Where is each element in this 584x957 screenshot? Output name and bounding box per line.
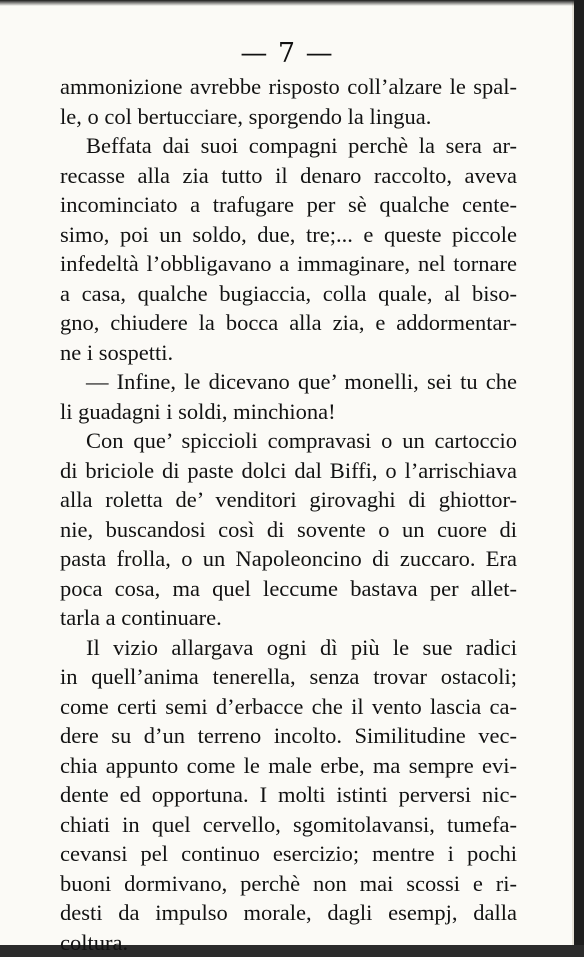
text-line: ne i sospetti. [60, 338, 517, 368]
text-line: Beffata dai suoi compagni perchè la sera ar- [60, 131, 517, 161]
text-line: recasse alla zia tutto il denaro raccolto, aveva [60, 161, 517, 191]
text-line: le, o col bertucciare, sporgendo la lingua. [60, 102, 517, 132]
text-line: a casa, qualche bugiaccia, colla quale, al biso- [60, 279, 517, 309]
page-number: — 7 — [0, 38, 574, 69]
text-line: li guadagni i soldi, minchiona! [60, 397, 517, 427]
text-line: gno, chiudere la bocca alla zia, e addormentar- [60, 308, 517, 338]
text-line: dere su d’un terreno incolto. Similitudine vec- [60, 721, 517, 751]
text-line: chiati in quel cervello, sgomitolavansi, tumefa- [60, 810, 517, 840]
text-line: alla roletta de’ venditori girovaghi di ghiottor- [60, 485, 517, 515]
text-line: buoni dormivano, perchè non mai scossi e ri- [60, 869, 517, 899]
text-line: nie, buscandosi così di sovente o un cuore di [60, 515, 517, 545]
text-line: chia appunto come le male erbe, ma sempre evi- [60, 751, 517, 781]
text-line: simo, poi un soldo, due, tre;... e queste piccole [60, 220, 517, 250]
page-top-shadow [0, 0, 574, 6]
text-line: infedeltà l’obbligavano a immaginare, nel tornare [60, 249, 517, 279]
text-line: come certi semi d’erbacce che il vento lascia ca- [60, 692, 517, 722]
text-line: incominciato a trafugare per sè qualche cente- [60, 190, 517, 220]
text-line: Con que’ spiccioli compravasi o un cartoccio [60, 426, 517, 456]
text-line: tarla a continuare. [60, 603, 517, 633]
page-edge-shadow [574, 0, 584, 945]
text-line: — Infine, le dicevano que’ monelli, sei tu che [60, 367, 517, 397]
text-line: poca cosa, ma quel leccume bastava per allet- [60, 574, 517, 604]
text-line: in quell’anima tenerella, senza trovar ostacoli; [60, 662, 517, 692]
text-line: Il vizio allargava ogni dì più le sue radici [60, 633, 517, 663]
text-line: desti da impulso morale, dagli esempj, dalla [60, 898, 517, 928]
text-line: pasta frolla, o un Napoleoncino di zuccaro. Era [60, 544, 517, 574]
text-line: coltura. [60, 928, 517, 957]
text-line: dente ed opportuna. I molti istinti perversi nic- [60, 780, 517, 810]
text-line: ammonizione avrebbe risposto coll’alzare le spal- [60, 72, 517, 102]
text-line: di briciole di paste dolci dal Biffi, o l’arrischiava [60, 456, 517, 486]
body-text [60, 72, 517, 957]
text-line: cevansi pel continuo esercizio; mentre i pochi [60, 839, 517, 869]
